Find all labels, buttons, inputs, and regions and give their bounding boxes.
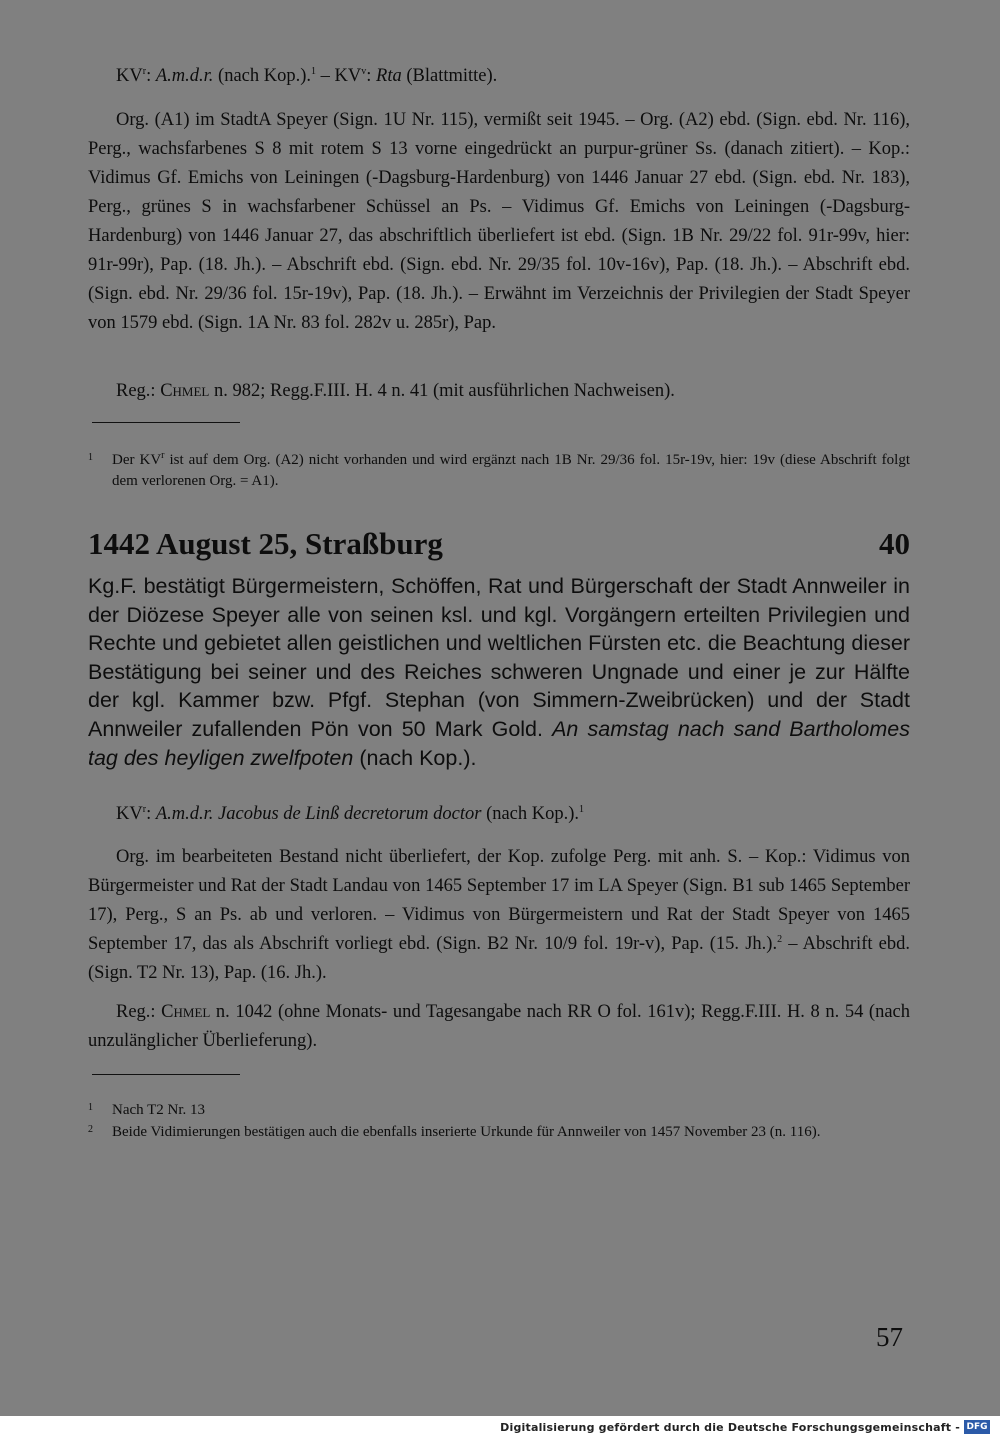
reg-rest: n. 982; Regg.F.III. H. 4 n. 41 (mit ausführlichen Nachweisen). [209, 381, 675, 401]
reg-prefix: Reg.: [116, 381, 161, 401]
kv-tail: (Blattmitte). [401, 66, 498, 86]
org-text-b: – Abschrift ebd. (Sign. T2 Nr. 13), Pap. (16. Jh.). [88, 934, 910, 983]
entry-date-place: 1442 August 25, Straßburg [88, 526, 443, 561]
footnote-text-a: Der KV [112, 452, 162, 468]
kv-amdr: A.m.d.r. [155, 66, 214, 86]
footnote-text: Nach T2 Nr. 13 [112, 1102, 206, 1118]
entry-summary [88, 572, 910, 772]
footnote-divider [92, 1074, 240, 1075]
summary-quote: An samstag nach sand Bartholomes tag des heyligen zwelfpoten [88, 716, 910, 770]
footnote-entry-39 [88, 450, 910, 492]
entry-number: 40 [879, 526, 910, 561]
footnote-ref: 1 [311, 65, 317, 77]
reg-rest: n. 1042 (ohne Monats- und Tagesangabe nach RR O fol. 161v); Regg.F.III. H. 8 n. 54 (nach unzulänglicher Überlieferung). [88, 1002, 910, 1051]
kv-tail: (nach Kop.). [481, 804, 580, 824]
footnote-1-entry-40 [88, 1100, 910, 1121]
kv-colon: : [366, 66, 377, 86]
org-text-a: Org. im bearbeiteten Bestand nicht überliefert, der Kop. zufolge Perg. mit anh. S. – Kop.: Vidimus von Bürgermeister und Rat der Stadt Landau von 1465 September 17 im LA Speyer (Sign. B1 sub 1465 September 17), Perg., S an Ps. ab und verloren. – Vidimus von Bürgermeistern und Rat der Stadt Speyer von 1465 September 17, das als Abschrift vorliegt ebd. (Sign. B2 Nr. 10/9 fol. 19r-v), Pap. (15. Jh.). [88, 847, 910, 954]
kv-sup-v: v [361, 65, 367, 77]
reg-chmel: Chmel [161, 1002, 211, 1022]
org-paragraph-entry-39: Org. (A1) im StadtA Speyer (Sign. 1U Nr. 115), vermißt seit 1945. – Org. (A2) ebd. (Sign. ebd. Nr. 116), Perg., wachsfarbenes S 8 mit rotem S 13 vorne eingedrückt an purpur-grüner Ss. (danach zitiert). – Kop.: Vidimus Gf. Emichs von Leiningen (-Dagsburg-Hardenburg) von 1446 Januar 27 ebd. (Sign. ebd. Nr. 183), Perg., grünes S in wachsfarbener Schüssel an Ps. – Vidimus Gf. Emichs von Leiningen (-Dagsburg-Hardenburg) von 1446 Januar 27, das abschriftlich überliefert ist ebd. (Sign. 1B Nr. 29/22 fol. 91r-99v, hier: 91r-99r), Pap. (18. Jh.). – Abschrift ebd. (Sign. ebd. Nr. 29/35 fol. 10v-16v), Pap. (18. Jh.). – Abschrift ebd. (Sign. ebd. Nr. 29/36 fol. 15r-19v), Pap. (18. Jh.). – Erwähnt im Verzeichnis der Privilegien der Stadt Speyer von 1579 ebd. (Sign. 1A Nr. 83 fol. 282v u. 285r), Pap. [88, 110, 910, 333]
kv-mid: – KV [316, 66, 362, 86]
reg-chmel: Chmel [160, 381, 210, 401]
kv-sup-r: r [142, 803, 147, 815]
footnote-mark: 1 [88, 452, 93, 463]
summary-tail: (nach Kop.). [353, 745, 477, 770]
kv-sup-r: r [142, 65, 147, 77]
kv-line-entry-40 [88, 800, 910, 829]
footnote-ref: 2 [777, 933, 783, 945]
kv-italic: A.m.d.r. Jacobus de Linß decretorum doctor [155, 804, 482, 824]
reg-prefix: Reg.: [116, 1002, 162, 1022]
footnote-divider [92, 422, 240, 423]
footer-credit: Digitalisierung gefördert durch die Deutsche Forschungsgemeinschaft - [500, 1421, 960, 1434]
footnote-2-entry-40 [88, 1122, 910, 1143]
footnote-text-b: ist auf dem Org. (A2) nicht vorhanden und wird ergänzt nach 1B Nr. 29/36 fol. 15r-19v, hier: 19v (diese Abschrift folgt dem verlorenen Org. = A1). [112, 452, 910, 489]
kv-label: KV [116, 804, 143, 824]
footnote-mark: 2 [88, 1124, 93, 1135]
footnote-text: Beide Vidimierungen bestätigen auch die ebenfalls inserierte Urkunde für Annweiler von 1457 November 23 (n. 116). [112, 1124, 821, 1140]
kv-line-entry-39 [88, 62, 910, 91]
org-paragraph-entry-40 [88, 843, 910, 988]
footnote-ref: 1 [579, 803, 585, 815]
dfg-logo-icon: DFG [964, 1420, 990, 1434]
reg-line-entry-39 [88, 377, 910, 406]
footnote-sup: r [161, 450, 165, 461]
page-number: 57 [876, 1322, 903, 1352]
kv-label: KV [116, 66, 143, 86]
kv-rta: Rta [376, 66, 402, 86]
entry-heading [88, 524, 910, 564]
kv-after: (nach Kop.). [213, 66, 312, 86]
footnote-mark: 1 [88, 1102, 93, 1113]
summary-text: Kg.F. bestätigt Bürgermeistern, Schöffen, Rat und Bürgerschaft der Stadt Annweiler in der Diözese Speyer alle von seinen ksl. und kgl. Vorgängern erteilten Privilegien und Rechte und gebietet allen geistlichen und weltlichen Fürsten etc. die Beachtung dieser Bestätigung bei seiner und des Reiches schweren Ungnade und einer je zur Hälfte der kgl. Kammer bzw. Pfgf. Stephan (von Simmern-Zweibrücken) und der Stadt Annweiler zufallenden Pön von 50 Mark Gold. [88, 574, 910, 741]
kv-colon: : [146, 804, 156, 824]
footnote-text [92, 450, 910, 492]
kv-colon: : [146, 66, 156, 86]
reg-line-entry-40 [88, 998, 910, 1056]
